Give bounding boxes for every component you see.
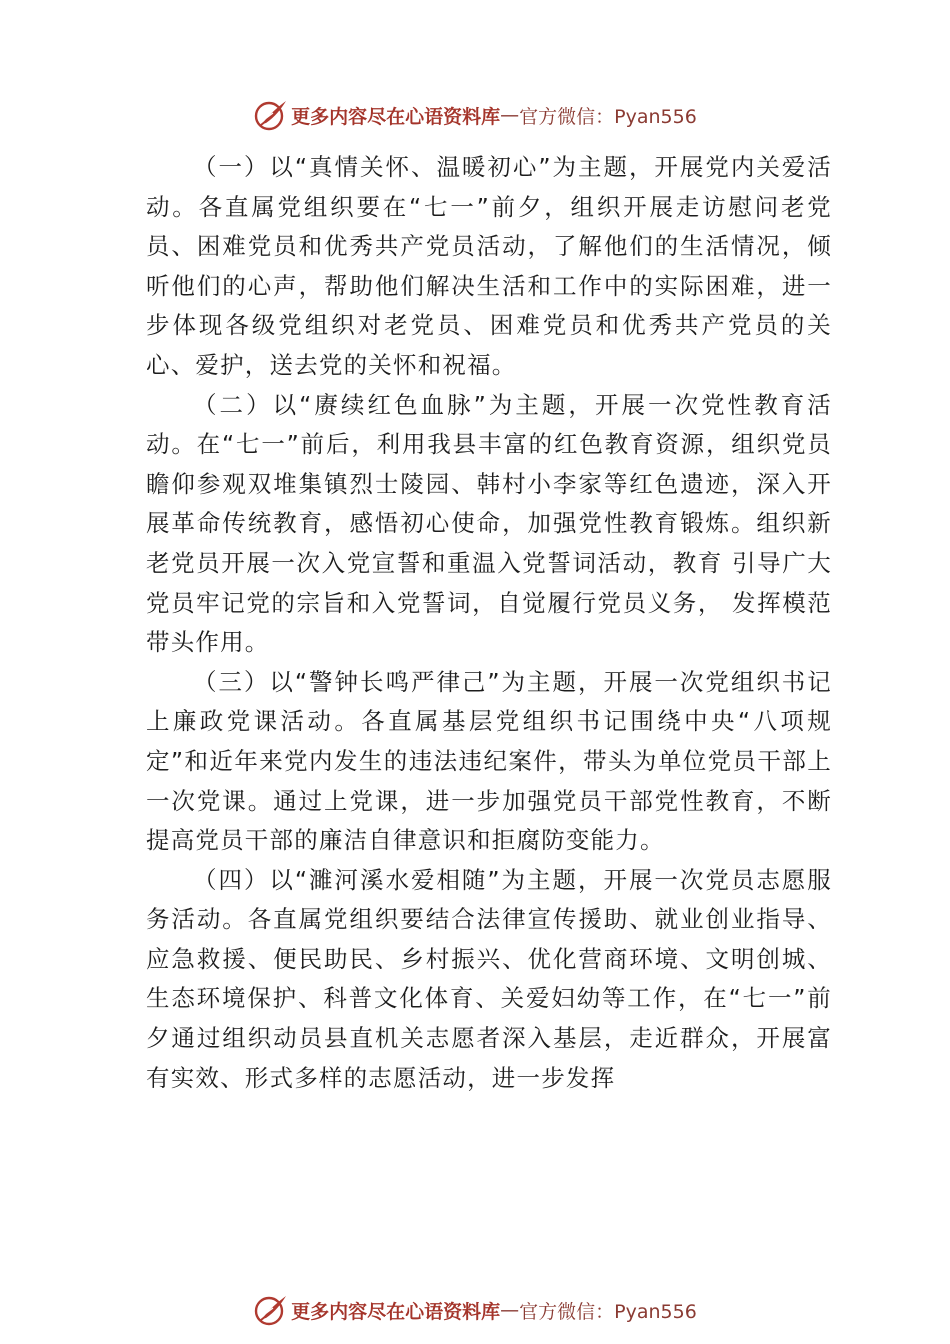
footer-wechat-text: 官方微信：Pyan556 <box>519 1300 697 1323</box>
header-brand-text: 更多内容尽在心语资料库 <box>291 105 501 128</box>
paragraph-4: （四）以“濉河溪水爱相随”为主题，开展一次党员志愿服务活动。各直属党组织要结合法律宣传援助、就业创业指导、应急救援、便民助民、乡村振兴、优化营商环境、文明创城、生态环境保护、科普文化体育、关爱妇幼等工作，在“七一”前夕通过组织动员县直机关志愿者深入基层，走近群众，开展富有实效、形式多样的志愿活动，进一步发挥 <box>146 865 832 1092</box>
header-wechat-text: 官方微信：Pyan556 <box>519 105 697 128</box>
footer-separator: — <box>500 1299 520 1321</box>
footer-banner <box>0 1290 950 1330</box>
document-body <box>146 148 832 1098</box>
header-separator: — <box>500 104 520 126</box>
quill-logo-icon <box>253 97 289 133</box>
paragraph-2: （二）以“赓续红色血脉”为主题，开展一次党性教育活动。在“七一”前后，利用我县丰富的红色教育资源，组织党员瞻仰参观双堆集镇烈士陵园、韩村小李家等红色遗迹，深入开展革命传统教育，感悟初心使命，加强党性教育锻炼。组织新老党员开展一次入党宣誓和重温入党誓词活动，教育 引导广大党员牢记党的宗旨和入党誓词，自觉履行党员义务， 发挥模范带头作用。 <box>146 390 832 657</box>
paragraph-1: （一）以“真情关怀、温暖初心”为主题，开展党内关爱活动。各直属党组织要在“七一”前夕，组织开展走访慰问老党员、困难党员和优秀共产党员活动，了解他们的生活情况，倾听他们的心声，帮助他们解决生活和工作中的实际困难，进一步体现各级党组织对老党员、困难党员和优秀共产党员的关心、爱护，送去党的关怀和祝福。 <box>146 153 832 379</box>
quill-logo-icon <box>253 1292 289 1328</box>
footer-brand-text: 更多内容尽在心语资料库 <box>291 1300 501 1323</box>
paragraph-3: （三）以“警钟长鸣严律己”为主题，开展一次党组织书记上廉政党课活动。各直属基层党组织书记围绕中央“八项规定”和近年来党内发生的违法违纪案件，带头为单位党员干部上一次党课。通过上党课，进一步加强党员干部党性教育，不断提高党员干部的廉洁自律意识和拒腐防变能力。 <box>146 667 832 855</box>
header-banner <box>0 95 950 135</box>
